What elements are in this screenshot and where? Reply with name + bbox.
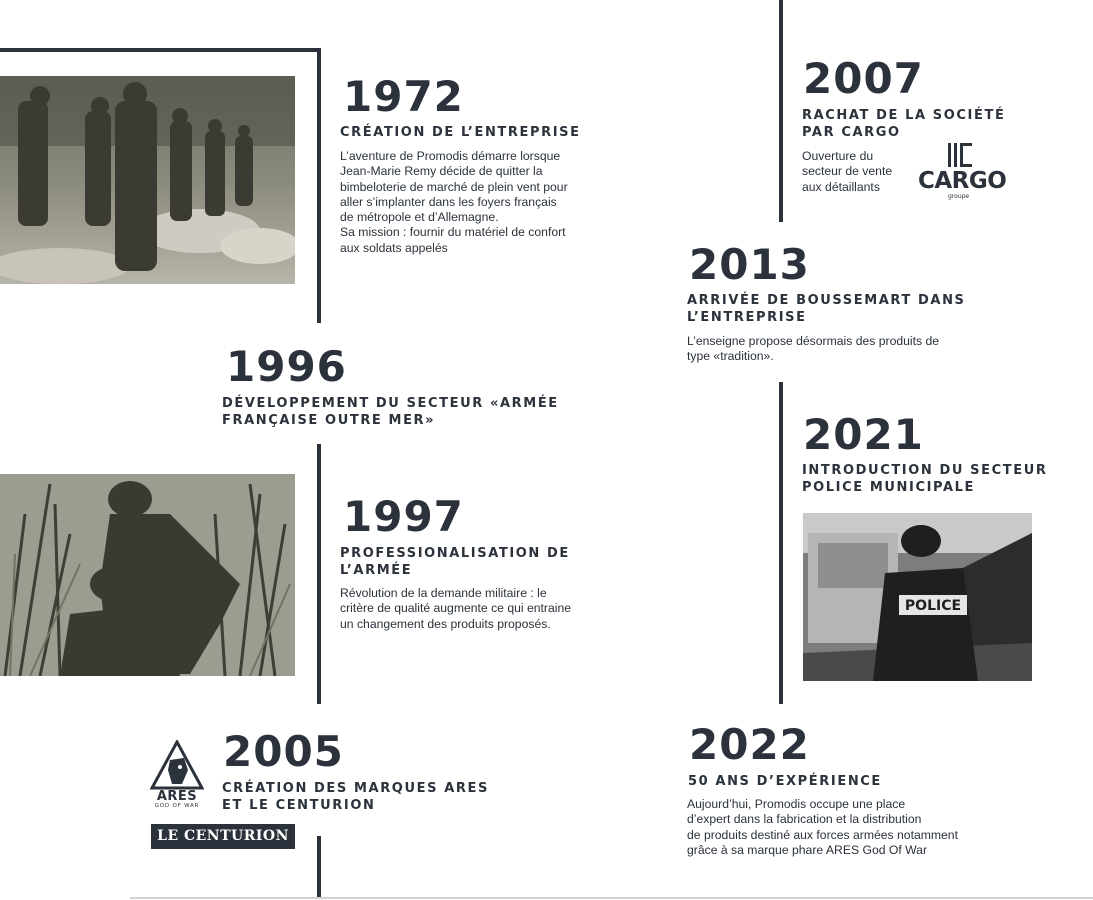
cargo-logo-mark xyxy=(947,142,973,168)
timeline-line-right-top xyxy=(779,0,783,222)
heading-1997: PROFESSIONALISATION DE L’ARMÉE xyxy=(340,546,570,578)
text-2022: Aujourd’hui, Promodis occupe une place d’expert dans la fabrication et la distribution de produits destiné aux forces armées notamment grâce à sa marque phare ARES God Of War xyxy=(687,797,958,857)
page-bottom-rule xyxy=(130,897,1093,899)
heading-2007: RACHAT DE LA SOCIÉTÉ PAR CARGO xyxy=(802,108,1006,140)
soldiers-patrol-photo xyxy=(0,76,295,284)
year-1996: 1996 xyxy=(226,342,347,391)
year-2007: 2007 xyxy=(803,54,924,103)
heading-1972: CRÉATION DE L’ENTREPRISE xyxy=(340,125,581,140)
ares-logo-tagline: GOD OF WAR xyxy=(154,803,200,809)
heading-1996: DÉVELOPPEMENT DU SECTEUR «ARMÉE FRANÇAISE OUTRE MER» xyxy=(222,396,559,428)
ares-logo-name: ARES xyxy=(156,789,198,804)
cargo-logo-name: CARGO xyxy=(918,168,1007,194)
timeline-line-right-middle xyxy=(779,382,783,704)
text-2013: L’enseigne propose désormais des produits de type «tradition». xyxy=(687,334,940,364)
police-patch-text: POLICE xyxy=(904,598,962,614)
timeline-line-left-top xyxy=(317,48,321,323)
year-1997: 1997 xyxy=(343,492,464,541)
year-2021: 2021 xyxy=(803,410,924,459)
timeline-line-left-middle xyxy=(317,444,321,704)
timeline-connector-top xyxy=(0,48,321,52)
cargo-logo-tagline: groupe xyxy=(948,193,970,200)
year-1972: 1972 xyxy=(343,72,464,121)
year-2013: 2013 xyxy=(689,240,810,289)
heading-2013: ARRIVÉE DE BOUSSEMART DANS L’ENTREPRISE xyxy=(687,293,966,325)
text-1972: L’aventure de Promodis démarre lorsque Jean-Marie Remy décide de quitter la bimbeloterie de marché de plein vent pour aller s’implanter dans les foyers français de métropole et d’Allemagne. Sa mission : fournir du matériel de confort aux soldats appelés xyxy=(340,149,568,255)
text-2007: Ouverture du secteur de vente aux détaillants xyxy=(802,149,893,194)
heading-2005: CRÉATION DES MARQUES ARES ET LE CENTURION xyxy=(222,781,489,813)
year-2022: 2022 xyxy=(689,720,810,769)
heading-2022: 50 ANS D’EXPÉRIENCE xyxy=(688,774,882,789)
year-2005: 2005 xyxy=(223,727,344,776)
le-centurion-logo: LE CENTURION xyxy=(151,824,295,849)
heading-2021: INTRODUCTION DU SECTEUR POLICE MUNICIPALE xyxy=(802,463,1048,495)
timeline-line-left-bottom xyxy=(317,836,321,898)
text-1997: Révolution de la demande militaire : le critère de qualité augmente ce qui entraine un changement des produits proposés. xyxy=(340,586,572,631)
police-officer-photo xyxy=(803,513,1032,681)
soldiers-jungle-photo xyxy=(0,474,295,676)
